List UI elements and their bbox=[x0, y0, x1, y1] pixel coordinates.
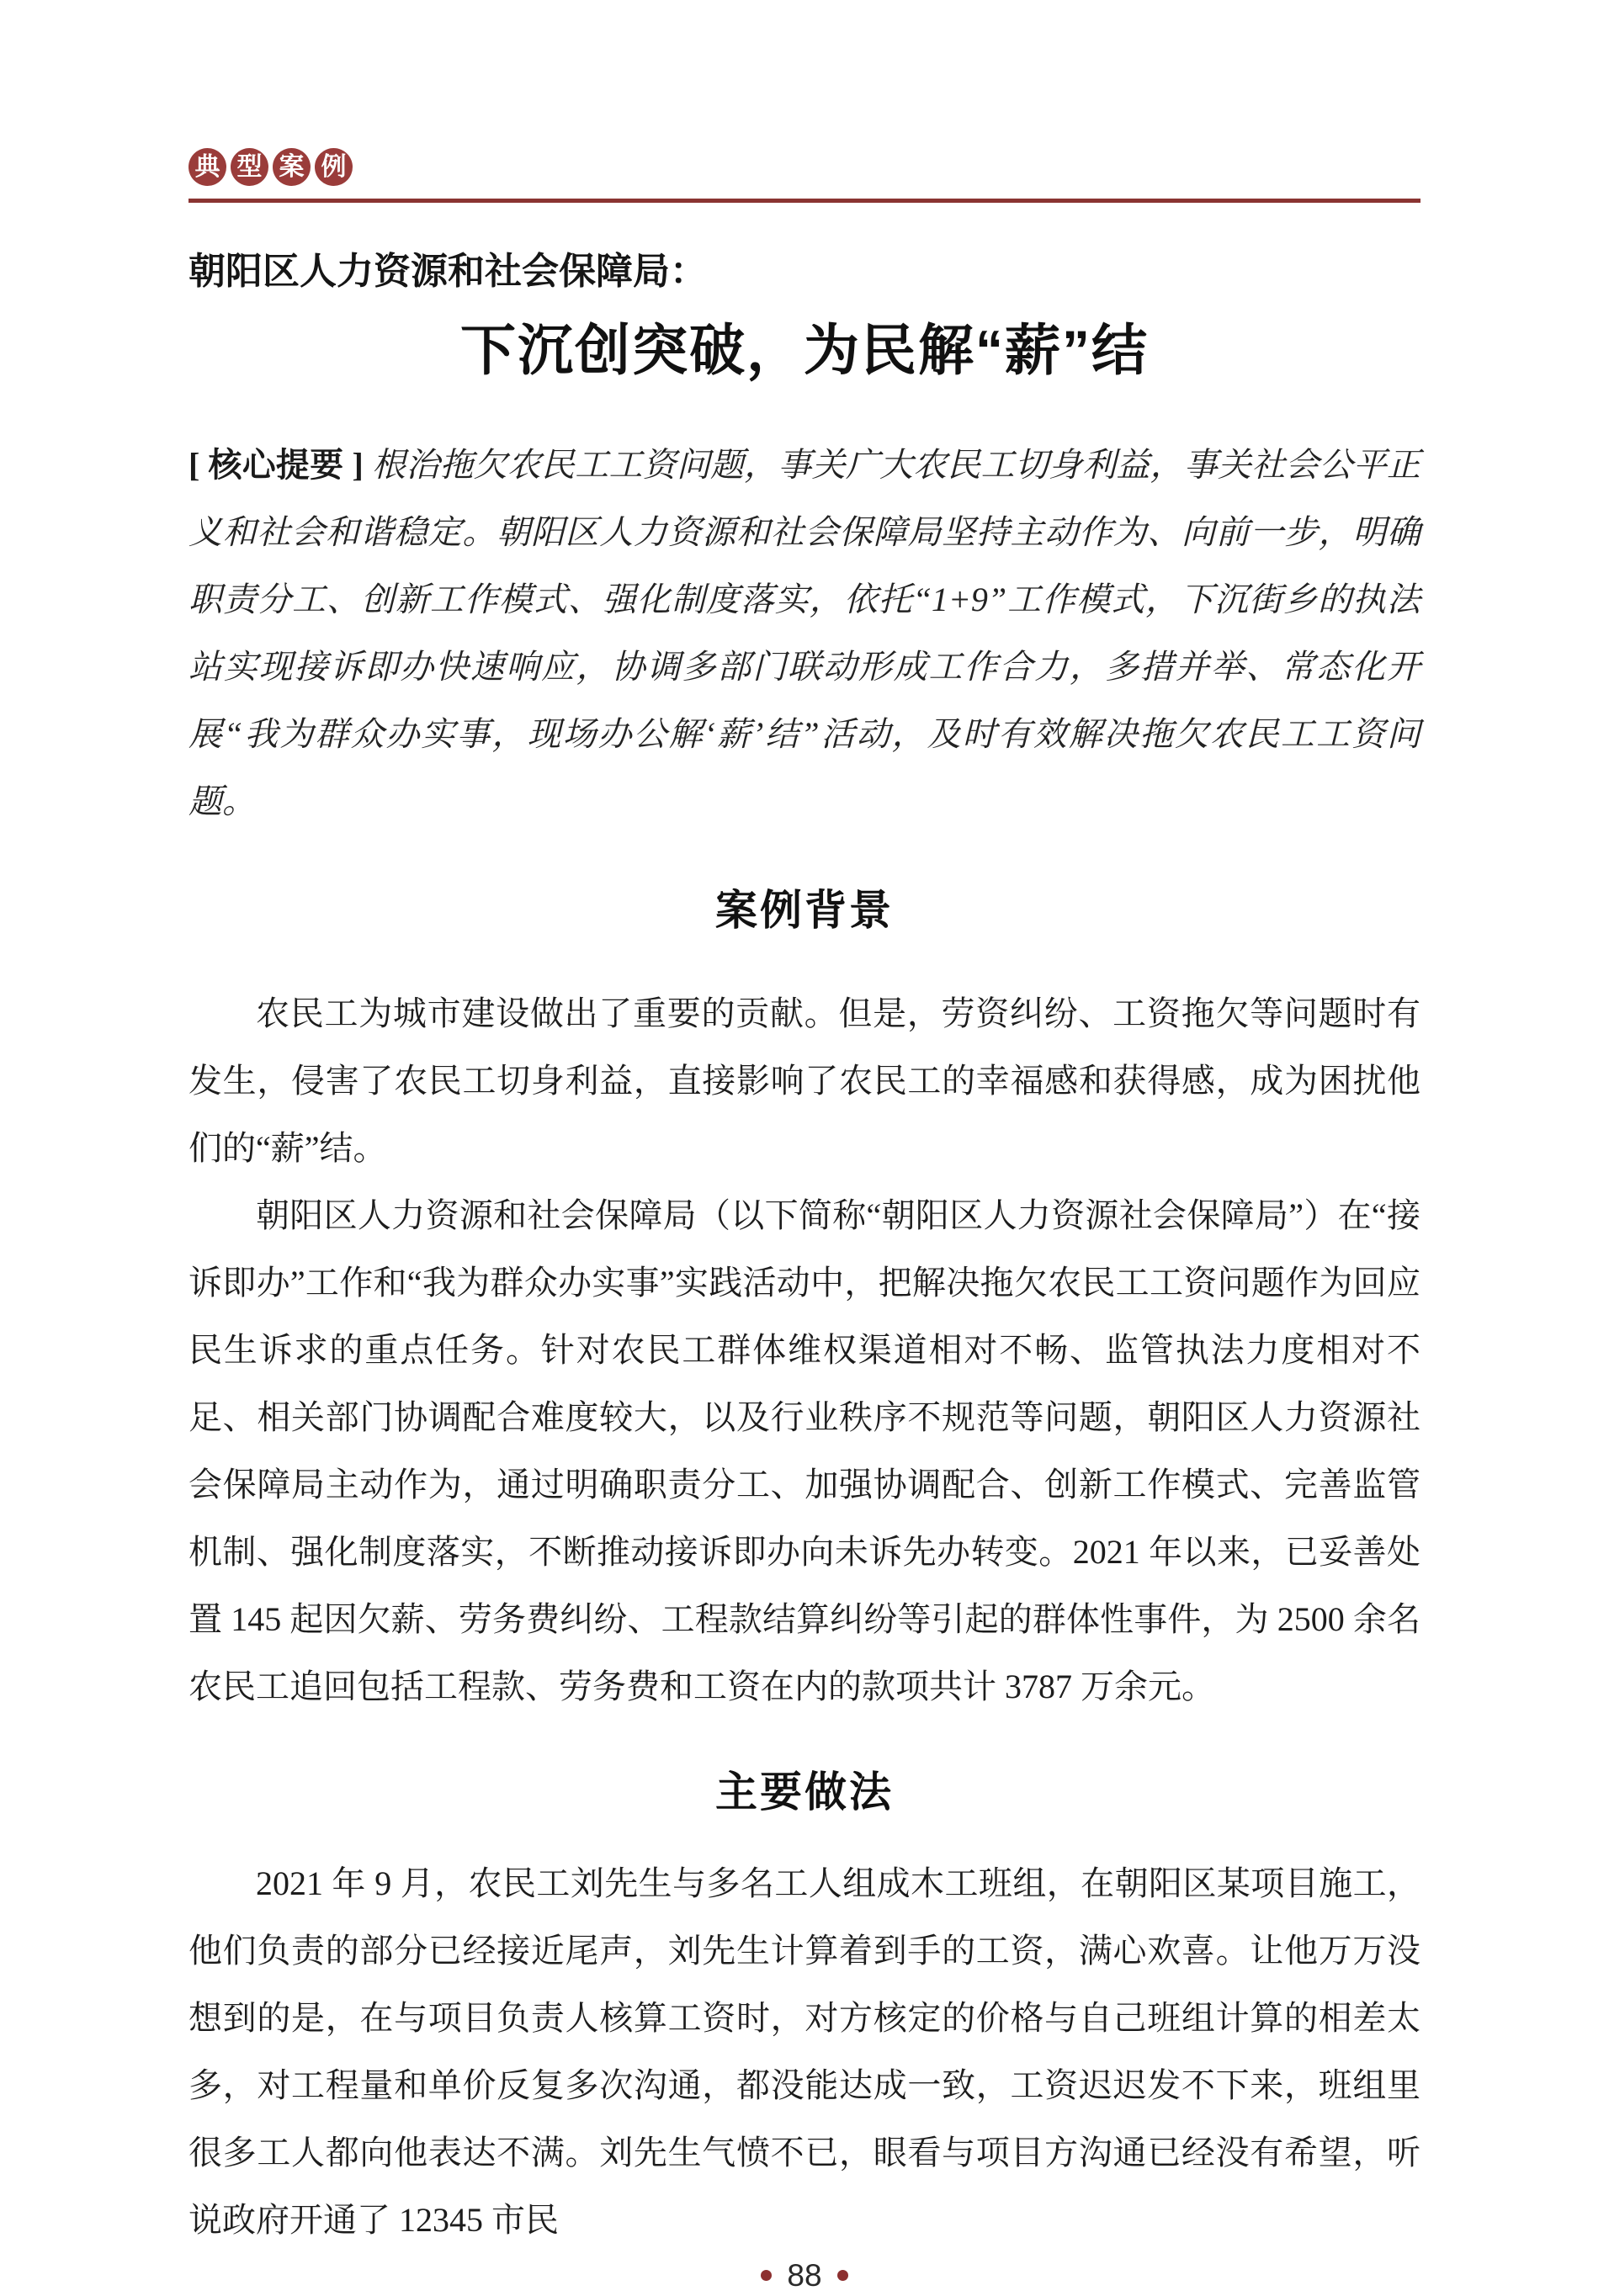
badge-char-an: 案 bbox=[273, 148, 311, 186]
footer-dot-left bbox=[761, 2270, 772, 2281]
body-paragraph: 朝阳区人力资源和社会保障局（以下简称“朝阳区人力资源社会保障局”）在“接诉即办”工作和“我为群众办实事”实践活动中，把解决拖欠农民工工资问题作为回应民生诉求的重点任务。针对农民工群体维权渠道相对不畅、监管执法力度相对不足、相关部门协调配合难度较大，以及行业秩序不规范等问题，朝阳区人力资源社会保障局主动作为，通过明确职责分工、加强协调配合、创新工作模式、完善监管机制、强化制度落实，不断推动接诉即办向未诉先办转变。2021 年以来，已妥善处置 145 起因欠薪、劳务费纠纷、工程款结算纠纷等引起的群体性事件，为 2500 余名农民工追回包括工程款、劳务费和工资在内的款项共计 3787 万余元。 bbox=[189, 1196, 1420, 1705]
badge-char-dian: 典 bbox=[189, 148, 226, 186]
organization-name: 朝阳区人力资源和社会保障局： bbox=[189, 251, 707, 292]
section-heading-case-background: 案例背景 bbox=[715, 887, 894, 934]
header-rule bbox=[189, 199, 1420, 203]
summary-label: [ 核心提要 ] bbox=[189, 446, 373, 484]
page-header bbox=[189, 147, 1420, 203]
footer-dot-right bbox=[837, 2270, 848, 2281]
badge-char-li: 例 bbox=[315, 148, 353, 186]
article-title: 下沉创突破，为民解“薪”结 bbox=[460, 319, 1149, 381]
body-paragraph: 2021 年 9 月，农民工刘先生与多名工人组成木工班组，在朝阳区某项目施工，他们负责的部分已经接近尾声，刘先生计算着到手的工资，满心欢喜。让他万万没想到的是，在与项目负责人核算工资时，对方核定的价格与自己班组计算的相差太多，对工程量和单价反复多次沟通，都没能达成一致，工资迟迟发不下来，班组里很多工人都向他表达不满。刘先生气愤不已，眼看与项目方沟通已经没有希望，听说政府开通了 12345 市民 bbox=[189, 1864, 1420, 2239]
summary-text: 根治拖欠农民工工资问题，事关广大农民工切身利益，事关社会公平正义和社会和谐稳定。朝阳区人力资源和社会保障局坚持主动作为、向前一步，明确职责分工、创新工作模式、强化制度落实，依托“1+9”工作模式，下沉街乡的执法站实现接诉即办快速响应，协调多部门联动形成工作合力，多措并举、常态化开展“我为群众办实事，现场办公解‘薪’结”活动，及时有效解决拖欠农民工工资问题。 bbox=[189, 446, 1421, 820]
page-number: 88 bbox=[787, 2258, 822, 2293]
summary-paragraph bbox=[189, 432, 1420, 835]
section-heading-main-practices: 主要做法 bbox=[715, 1768, 894, 1816]
badge-char-xing: 型 bbox=[231, 148, 268, 186]
page-footer bbox=[189, 2256, 1420, 2296]
category-badge-row bbox=[189, 147, 1420, 186]
body-paragraph: 农民工为城市建设做出了重要的贡献。但是，劳资纠纷、工资拖欠等问题时有发生，侵害了农民工切身利益，直接影响了农民工的幸福感和获得感，成为困扰他们的“薪”结。 bbox=[189, 994, 1420, 1167]
